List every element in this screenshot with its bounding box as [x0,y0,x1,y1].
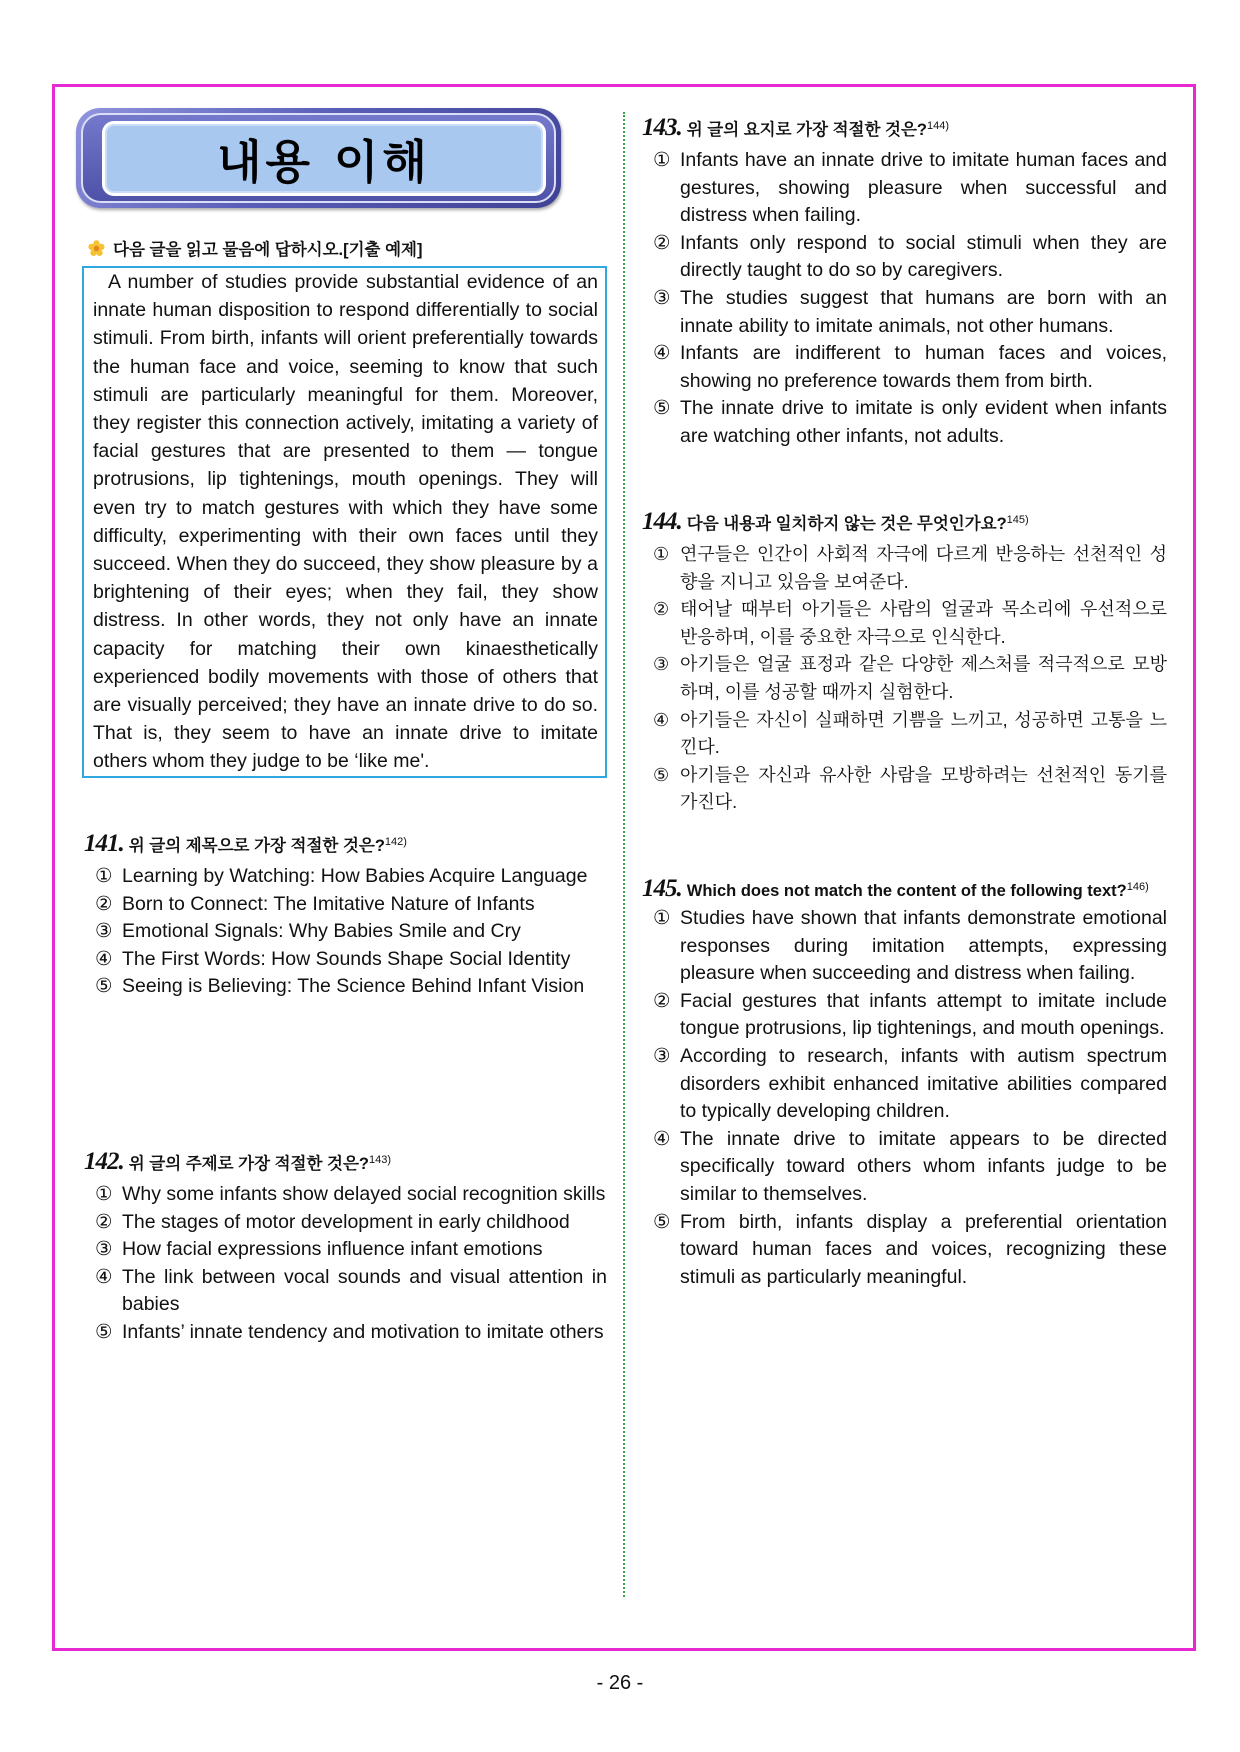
footnote-marker: 144) [926,120,949,132]
option-marker: ② [653,989,671,1012]
option-text: Infants have an innate drive to imitate human faces and gestures, showing pleasure when successful and distress when failing. [680,149,1167,227]
option-list [642,905,1167,1291]
option-list [642,147,1167,451]
option-text: Infants’ innate tendency and motivation to imitate others [122,1320,604,1343]
option-text: The stages of motor development in early childhood [122,1210,570,1233]
option-text: 아기들은 자신이 실패하면 기쁨을 느끼고, 성공하면 고통을 느낀다. [680,709,1167,758]
option-marker: ② [653,599,670,620]
option-text: 연구들은 인간이 사회적 자극에 다르게 반응하는 선천적인 성향을 지니고 있음을 보여준다. [680,544,1167,592]
option-2 [642,988,1167,1043]
option-text: The studies suggest that humans are born with an innate ability to imitate animals, not other humans. [680,286,1167,337]
option-marker: ③ [653,654,670,675]
option-marker: ① [653,907,671,929]
question-prompt-text: 다음 내용과 일치하지 않는 것은 무엇인가요? [686,515,1007,533]
option-text: 아기들은 얼굴 표정과 같은 다양한 제스처를 적극적으로 모방하며, 이를 성공할 때까지 실험한다. [680,654,1167,702]
option-4 [642,707,1167,762]
option-text: The innate drive to imitate is only evident when infants are watching other infants, not adults. [680,397,1167,447]
option-marker: ① [653,544,670,564]
question-prompt [687,509,1167,539]
option-4 [84,946,607,974]
reading-passage: A number of studies provide substantial evidence of an innate human disposition to respond differentially to social stimuli. From birth, infants will orient preferentially towards the human face and voice, seeming to know that such stimuli are particularly meaningful for them. Moreover, they register this connection actively, imitating a variety of facial gestures that are presented to them — tongue protrusions, lip tightenings, mouth openings. They will even try to match gestures with which they have some difficulty, experimenting with their own faces until they succeed. When they do succeed, they show pleasure by a brightening of their eyes; when they fail, they show distress. In other words, they not only have an innate capacity for matching their own kinaesthetically experienced bodily movements with those of others that are visually perceived; they have an innate drive to do so. That is, they seem to have an innate drive to imitate others whom they judge to be ‘like me'. [82,266,607,778]
option-5 [642,395,1167,450]
flower-icon [88,240,105,257]
option-text: According to research, infants with autism spectrum disorders exhibit enhanced imitative abilities compared to typically developing children. [680,1044,1167,1123]
option-marker: ② [95,892,113,915]
question-title [642,113,1167,145]
option-3 [642,651,1167,706]
option-3 [642,1043,1167,1126]
option-3 [84,1236,607,1264]
option-text: Born to Connect: The Imitative Nature of Infants [122,892,535,915]
option-text: The First Words: How Sounds Shape Social Identity [122,947,571,970]
option-marker: ③ [653,286,671,309]
option-marker: ⑤ [95,975,113,998]
footnote-marker: 143) [368,1154,391,1166]
question-prompt-text: Which does not match the content of the following text? [686,882,1127,900]
option-marker: ④ [653,1127,671,1150]
option-marker: ③ [95,920,113,943]
option-text: The innate drive to imitate appears to be directed specifically toward others whom infants judge to be similar to themselves. [680,1127,1167,1205]
question-141 [84,829,607,1001]
option-text: Seeing is Believing: The Science Behind Infant Vision [122,975,585,998]
option-marker: ② [95,1210,113,1233]
option-text: Emotional Signals: Why Babies Smile and Cry [122,920,521,943]
option-2 [84,1209,607,1237]
question-number: 145. [642,875,682,902]
option-4 [642,1126,1167,1209]
question-prompt-text: 위 글의 주제로 가장 적절한 것은? [128,1155,369,1173]
option-marker: ③ [95,1238,113,1261]
option-marker: ⑤ [653,1210,671,1233]
footnote-marker: 146) [1126,881,1149,893]
question-prompt-text: 위 글의 제목으로 가장 적절한 것은? [128,837,385,855]
footnote-marker: 142) [384,836,407,848]
option-text: 태어날 때부터 아기들은 사람의 얼굴과 목소리에 우선적으로 반응하며, 이를 중요한 자극으로 인식한다. [680,599,1167,647]
option-marker: ④ [95,947,113,970]
question-number: 144. [642,508,682,535]
option-text: The link between vocal sounds and visual attention in babies [122,1265,607,1316]
option-text: 아기들은 자신과 유사한 사람을 모방하려는 선천적인 동기를 가진다. [680,764,1167,813]
question-prompt-text: 위 글의 요지로 가장 적절한 것은? [686,121,927,139]
question-title [84,1147,607,1179]
question-number: 141. [84,830,124,857]
question-144 [642,507,1167,817]
instruction-text: 다음 글을 읽고 물음에 답하시오.[기출 예제] [113,241,423,259]
option-1 [84,863,607,891]
section-title-box [76,108,561,208]
option-5 [642,762,1167,817]
question-prompt [687,115,1167,145]
question-title [642,877,1167,903]
question-prompt [129,1149,607,1179]
option-1 [642,147,1167,230]
column-divider [623,112,625,1597]
instruction-line [88,236,422,260]
option-text: Learning by Watching: How Babies Acquire Language [122,865,588,887]
option-text: Studies have shown that infants demonstrate emotional responses during imitation attempts, expressing pleasure when succeeding and distress when failing. [680,907,1167,985]
question-number: 143. [642,114,682,141]
option-text: Infants only respond to social stimuli when they are directly taught to do so by caregivers. [680,231,1167,282]
option-2 [642,596,1167,651]
title-box-inner [102,121,546,196]
option-marker: ④ [653,342,671,365]
option-marker: ① [95,865,113,887]
option-marker: ⑤ [653,764,670,785]
option-3 [84,918,607,946]
option-4 [84,1264,607,1319]
option-marker: ③ [653,1044,671,1067]
option-text: From birth, infants display a preferential orientation toward human faces and voices, recognizing these stimuli as particularly meaningful. [680,1210,1167,1288]
option-list [84,1181,607,1347]
option-2 [84,891,607,919]
option-1 [642,541,1167,596]
option-5 [642,1209,1167,1292]
option-4 [642,340,1167,395]
question-title [84,829,607,861]
option-list [642,541,1167,817]
option-text: Facial gestures that infants attempt to imitate include tongue protrusions, lip tightenings, and mouth openings. [680,989,1167,1040]
option-marker: ① [95,1183,113,1205]
option-marker: ② [653,231,671,254]
option-text: How facial expressions influence infant emotions [122,1238,543,1261]
option-text: Why some infants show delayed social recognition skills [122,1183,606,1205]
question-142 [84,1147,607,1347]
option-list [84,863,607,1001]
option-marker: ④ [95,1265,113,1288]
option-2 [642,230,1167,285]
option-marker: ⑤ [653,397,671,420]
question-title [642,507,1167,539]
option-5 [84,1319,607,1347]
page-number: - 26 - [596,1672,644,1694]
question-number: 142. [84,1148,124,1175]
footnote-marker: 145) [1006,514,1029,526]
question-prompt [129,831,607,861]
option-3 [642,285,1167,340]
section-title: 내용 이해 [217,134,431,189]
option-marker: ① [653,149,671,171]
option-marker: ④ [653,709,670,730]
option-1 [642,905,1167,988]
question-145 [642,877,1167,1291]
question-143 [642,113,1167,451]
option-1 [84,1181,607,1209]
option-marker: ⑤ [95,1320,113,1343]
option-5 [84,973,607,1001]
question-prompt [687,880,1167,903]
option-text: Infants are indifferent to human faces and voices, showing no preference towards them from birth. [680,342,1167,392]
